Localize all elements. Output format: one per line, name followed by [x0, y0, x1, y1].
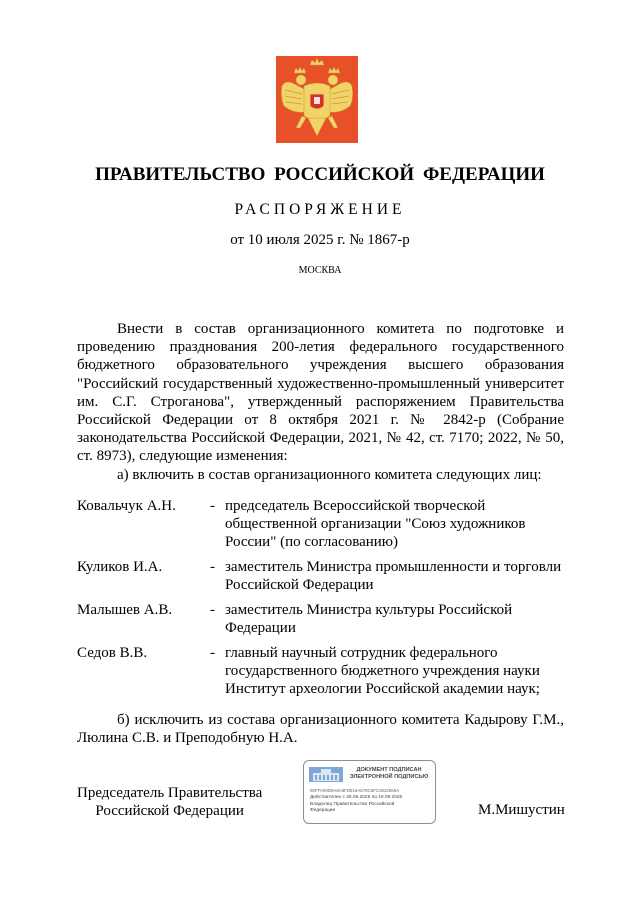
- member-name: Куликов И.А.: [77, 559, 163, 576]
- members-list: [77, 497, 564, 705]
- member-dash: -: [210, 602, 215, 619]
- item-b-paragraph: б) исключить из состава организационного комитета Кадырову Г.М., Люлина С.В. и Преподобную Н.А.: [77, 712, 564, 747]
- member-dash: -: [210, 644, 215, 661]
- member-row: [77, 601, 564, 637]
- organization-title: ПРАВИТЕЛЬСТВО РОССИЙСКОЙ ФЕДЕРАЦИИ: [95, 164, 545, 185]
- member-description: заместитель Министра культуры Российской Федерации: [225, 602, 513, 637]
- stamp-heading-line2: ЭЛЕКТРОННОЙ ПОДПИСЬЮ: [349, 773, 429, 780]
- document-date-number: от 10 июля 2025 г. № 1867-р: [230, 232, 410, 248]
- stamp-heading-line1: ДОКУМЕНТ ПОДПИСАН: [356, 767, 422, 773]
- signer-position-line1: Председатель Правительства: [77, 785, 263, 801]
- document-city: МОСКВА: [298, 265, 342, 276]
- member-name: Седов В.В.: [77, 644, 148, 661]
- member-row: [77, 497, 564, 552]
- member-row: [77, 644, 564, 699]
- member-name: Ковальчук А.Н.: [77, 498, 176, 514]
- stamp-certificate: 00FFA09D9A6A8FD915A579C6FC0622565A: [310, 788, 400, 793]
- member-row: [77, 558, 564, 594]
- document-body: [77, 320, 564, 484]
- signer-position-line2: Российской Федерации: [95, 803, 244, 820]
- stamp-owner: Владелец Правительство Российской Федерации: [310, 802, 395, 813]
- member-dash: -: [210, 498, 215, 514]
- stamp-heading: [346, 767, 432, 780]
- signer-name: М.Мишустин: [478, 802, 565, 818]
- member-dash: -: [210, 559, 215, 576]
- intro-paragraph: Внести в состав организационного комитета по подготовке и проведению празднования 200-летия федерального государственного бюджетного образовательного учреждения высшего образования "Российский государственный художественно-промышленный университет им. С.Г. Строганова", утвержденный распоряжением Правительства Российской Федерации от 8 октября 2021 г. № 2842-р (Собрание законодательства Российской Федерации, 2021, № 42, ст. 7170; 2022, № 50, ст. 8973), следующие изменения:: [77, 321, 564, 465]
- member-description: председатель Всероссийской творческой общественной организации "Союз художников России" (по согласованию): [225, 498, 526, 551]
- member-description: заместитель Министра промышленности и торговли Российской Федерации: [225, 559, 562, 594]
- government-building-icon: [309, 767, 343, 782]
- electronic-signature-stamp: [303, 760, 436, 824]
- item-a-paragraph: а) включить в состав организационного комитета следующих лиц:: [117, 466, 542, 483]
- signer-position: [77, 784, 262, 820]
- member-name: Малышев А.В.: [77, 602, 173, 619]
- document-type: РАСПОРЯЖЕНИЕ: [234, 201, 406, 218]
- stamp-validity: Действителен с 26.06.2025 по 19.09.2026: [310, 795, 403, 800]
- coat-of-arms-emblem: [276, 56, 358, 143]
- member-description: главный научный сотрудник федерального государственного бюджетного учреждения науки Институт археологии Российской академии наук;: [225, 644, 540, 698]
